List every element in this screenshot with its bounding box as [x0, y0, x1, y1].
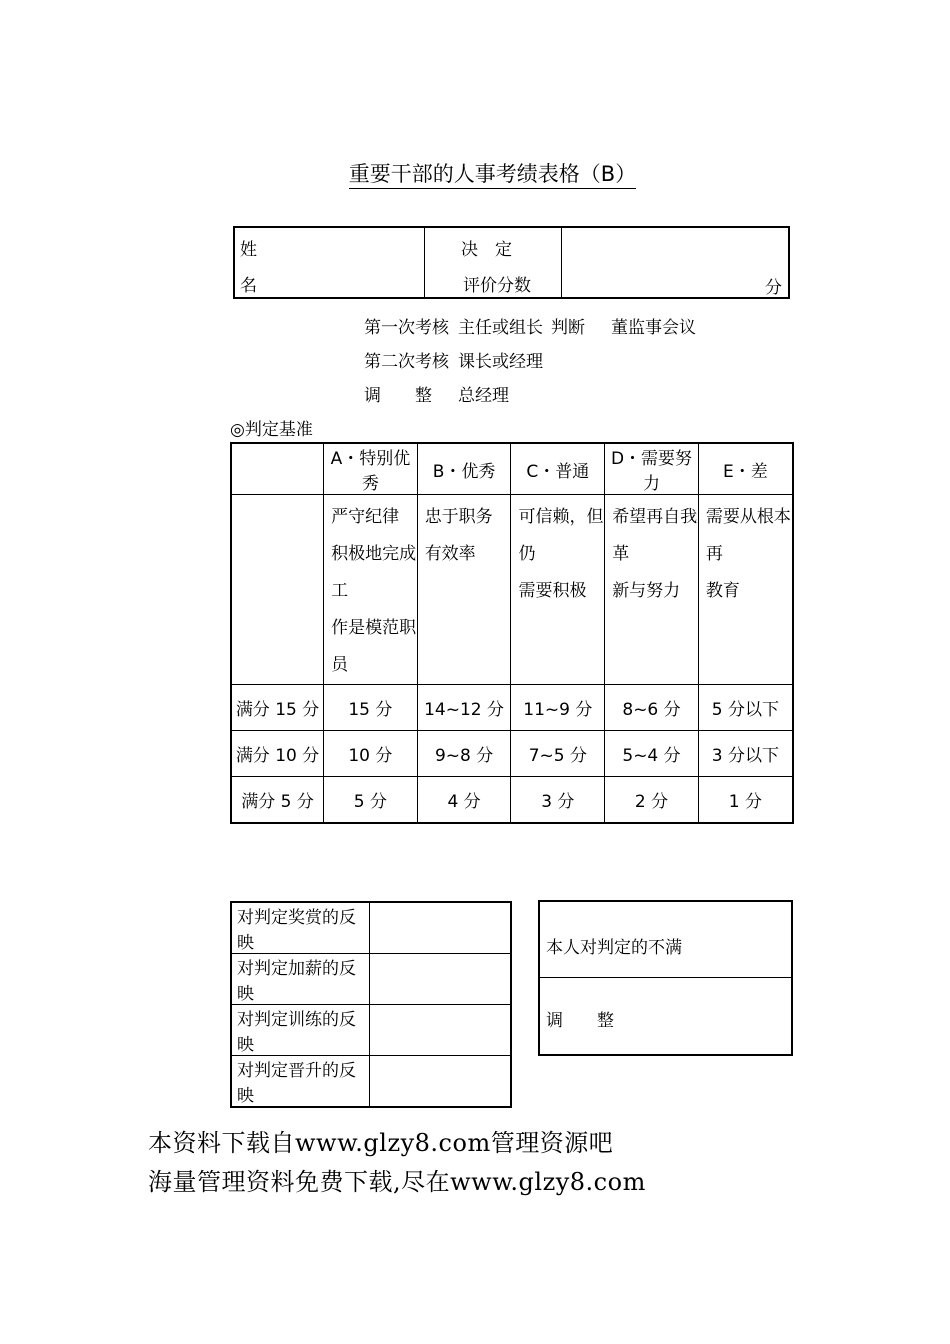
description-line: 积极地完成工	[331, 544, 417, 601]
step-2-who: 课长或经理	[458, 352, 543, 372]
score-cell: 5 分以下	[698, 685, 793, 731]
grade-description	[698, 495, 793, 685]
reaction-row	[231, 1005, 511, 1056]
step-1-stage: 第一次考核	[364, 318, 449, 338]
score-cell: 8~6 分	[605, 685, 699, 731]
score-cell: 5~4 分	[605, 731, 699, 777]
grade-description	[511, 495, 605, 685]
criteria-description-row	[231, 495, 793, 685]
score-cell: 15 分	[324, 685, 418, 731]
footer-line-1: 本资料下载自www.glzy8.com管理资源吧	[148, 1129, 614, 1157]
title-text: 重要干部的人事考绩表格（B）	[349, 162, 636, 189]
criteria-heading: ◎判定基准	[230, 420, 313, 440]
step-1-who: 主任或组长	[458, 318, 543, 338]
adjust-cell[interactable]	[540, 978, 791, 1054]
page-title	[0, 158, 950, 188]
description-line: 教育	[705, 581, 740, 601]
score-label: 评价分数	[463, 276, 531, 296]
criteria-header-row	[231, 443, 793, 495]
reaction-label: 对判定训练的反映	[231, 1005, 369, 1056]
step-3-who: 总经理	[458, 386, 509, 406]
score-row-10	[231, 731, 793, 777]
score-cell: 14~12 分	[417, 685, 511, 731]
grade-description	[605, 495, 699, 685]
grade-header: C・普通	[511, 443, 605, 495]
score-unit: 分	[765, 278, 782, 298]
reaction-value-cell[interactable]	[369, 902, 511, 954]
step-1-judge: 判断	[551, 318, 585, 338]
grade-description	[324, 495, 418, 685]
reaction-value-cell[interactable]	[369, 1005, 511, 1056]
name-label-2: 名	[240, 276, 257, 296]
grade-header: E・差	[698, 443, 793, 495]
reaction-value-cell[interactable]	[369, 1056, 511, 1108]
score-cell: 3 分以下	[698, 731, 793, 777]
dissatisfaction-label: 本人对判定的不满	[546, 938, 682, 958]
score-cell: 5 分	[324, 777, 418, 823]
reaction-label: 对判定晋升的反映	[231, 1056, 369, 1108]
score-cell: 9~8 分	[417, 731, 511, 777]
dissatisfaction-cell[interactable]	[540, 902, 791, 978]
score-cell: 11~9 分	[511, 685, 605, 731]
criteria-corner-cell	[231, 443, 324, 495]
criteria-table	[230, 442, 794, 824]
grade-header: D・需要努力	[605, 443, 699, 495]
reaction-row	[231, 902, 511, 954]
reaction-value-cell[interactable]	[369, 954, 511, 1005]
description-empty-cell	[231, 495, 324, 685]
reaction-label: 对判定加薪的反映	[231, 954, 369, 1005]
grade-description	[417, 495, 511, 685]
step-1-board: 董监事会议	[611, 318, 696, 338]
score-row-15	[231, 685, 793, 731]
decide-label: 决 定	[461, 240, 512, 260]
row-label: 满分 10 分	[231, 731, 324, 777]
header-box	[233, 226, 790, 299]
footer-line-2: 海量管理资料免费下载,尽在www.glzy8.com	[148, 1168, 646, 1196]
description-line: 忠于职务	[424, 507, 493, 527]
decide-cell	[425, 228, 562, 297]
description-line: 严守纪律	[331, 507, 400, 527]
reaction-row	[231, 954, 511, 1005]
reaction-table	[230, 901, 512, 1108]
grade-header: B・优秀	[417, 443, 511, 495]
description-line: 新与努力	[612, 581, 681, 601]
dissatisfaction-box	[538, 900, 793, 1056]
score-cell: 2 分	[605, 777, 699, 823]
score-cell: 4 分	[417, 777, 511, 823]
name-cell	[235, 228, 425, 297]
score-cell: 3 分	[511, 777, 605, 823]
description-line: 有效率	[424, 544, 476, 564]
description-line: 作是模范职员	[331, 618, 417, 675]
name-label-1: 姓	[240, 240, 257, 260]
step-3-stage: 调 整	[364, 386, 432, 406]
description-line: 需要从根本再	[705, 507, 791, 564]
row-label: 满分 5 分	[231, 777, 324, 823]
row-label: 满分 15 分	[231, 685, 324, 731]
grade-header: A・特别优秀	[324, 443, 418, 495]
score-cell: 10 分	[324, 731, 418, 777]
step-2-stage: 第二次考核	[364, 352, 449, 372]
score-row-5	[231, 777, 793, 823]
description-line: 希望再自我革	[612, 507, 698, 564]
score-cell: 7~5 分	[511, 731, 605, 777]
description-line: 可信赖，但仍	[518, 507, 604, 564]
score-cell: 1 分	[698, 777, 793, 823]
reaction-row	[231, 1056, 511, 1108]
reaction-label: 对判定奖赏的反映	[231, 902, 369, 954]
description-line: 需要积极	[518, 581, 587, 601]
adjust-label: 调 整	[546, 1011, 614, 1031]
